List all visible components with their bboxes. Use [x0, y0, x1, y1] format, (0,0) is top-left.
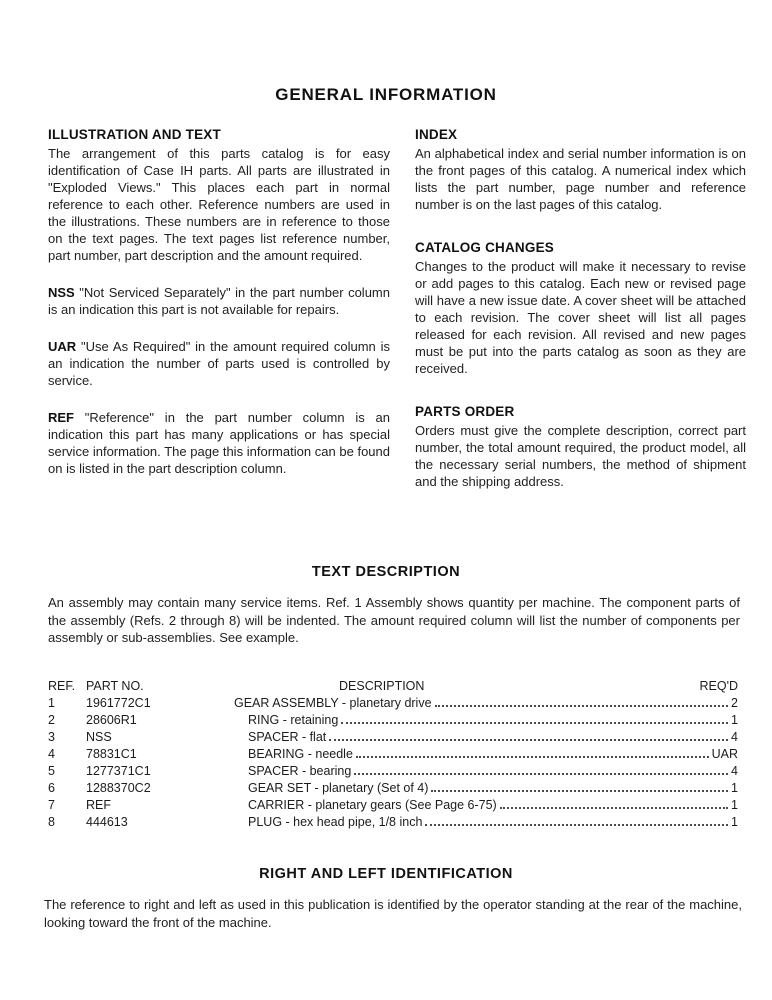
description-text: GEAR ASSEMBLY - planetary drive: [234, 696, 432, 710]
cell-reqd: 1: [731, 798, 738, 812]
description-text: PLUG - hex head pipe, 1/8 inch: [248, 815, 423, 829]
page-title: GENERAL INFORMATION: [275, 85, 497, 104]
cell-ref: 3: [48, 730, 55, 744]
cell-ref: 8: [48, 815, 55, 829]
index-heading: INDEX: [415, 127, 458, 142]
uar-term-text: "Use As Required" in the amount required column is an indication the number of parts used is controlled by service.: [48, 339, 390, 388]
catalog-changes-heading: CATALOG CHANGES: [415, 240, 554, 255]
dot-leader: [431, 790, 728, 792]
right-left-identification-paragraph: The reference to right and left as used in this publication is identified by the operator standing at the rear of the machine, looking toward the front of the machine.: [44, 897, 742, 930]
illustration-and-text-paragraph: The arrangement of this parts catalog is for easy identification of Case IH parts. All parts are illustrated in "Exploded Views." This places each part in normal reference to each other. Reference numbers are used in the illustrations. These numbers are in reference to those on the text pages. The text pages list reference number, part number, part description and the amount required.: [48, 146, 390, 263]
table-row: [48, 727, 738, 744]
uar-term-paragraph: [48, 338, 390, 389]
cell-part-no: REF: [86, 798, 111, 812]
cell-reqd: 1: [731, 781, 738, 795]
dot-leader: [425, 824, 728, 826]
table-row: [48, 778, 738, 795]
description-text: CARRIER - planetary gears (See Page 6-75): [248, 798, 497, 812]
cell-ref: 2: [48, 713, 55, 727]
cell-ref: 7: [48, 798, 55, 812]
parts-order-paragraph: Orders must give the complete description, correct part number, the total amount required, the product model, all the necessary serial numbers, the method of shipment and the shipping address.: [415, 423, 746, 489]
cell-ref: 5: [48, 764, 55, 778]
dot-leader: [341, 722, 728, 724]
cell-part-no: NSS: [86, 730, 112, 744]
dot-leader: [354, 773, 728, 775]
cell-ref: 1: [48, 696, 55, 710]
cell-reqd: 4: [731, 730, 738, 744]
description-text: GEAR SET - planetary (Set of 4): [248, 781, 429, 795]
table-row: [48, 744, 738, 761]
index-paragraph: An alphabetical index and serial number information is on the front pages of this catalog. A numerical index which lists the part number, page number and reference number is on the last pages of this catalog.: [415, 146, 746, 212]
cell-description: [234, 747, 738, 761]
ref-term: REF: [48, 410, 74, 425]
cell-reqd: 1: [731, 713, 738, 727]
catalog-changes-section: [415, 240, 746, 377]
example-parts-table: [48, 676, 738, 829]
cell-reqd: UAR: [711, 747, 738, 761]
cell-description: [234, 730, 738, 744]
cell-part-no: 1288370C2: [86, 781, 151, 795]
cell-part-no: 1277371C1: [86, 764, 151, 778]
uar-term: UAR: [48, 339, 77, 354]
dot-leader: [329, 739, 728, 741]
nss-term-text: "Not Serviced Separately" in the part number column is an indication this part is not available for repairs.: [48, 285, 390, 317]
header-description: DESCRIPTION: [339, 679, 425, 693]
table-row: [48, 795, 738, 812]
cell-description: [234, 713, 738, 727]
cell-description: [234, 764, 738, 778]
ref-term-paragraph: [48, 409, 390, 477]
parts-order-heading: PARTS ORDER: [415, 404, 515, 419]
text-description-paragraph: An assembly may contain many service items. Ref. 1 Assembly shows quantity per machine. The component parts of the assembly (Refs. 2 through 8) will be indented. The amount required column will list the number of components per assembly or sub-assemblies. See example.: [48, 595, 740, 645]
table-row: [48, 693, 738, 710]
header-ref: REF.: [48, 679, 76, 693]
nss-term: NSS: [48, 285, 75, 300]
description-text: BEARING - needle: [248, 747, 353, 761]
illustration-and-text-heading: ILLUSTRATION AND TEXT: [48, 127, 221, 142]
cell-description: [234, 798, 738, 812]
cell-description: [234, 781, 738, 795]
cell-ref: 4: [48, 747, 55, 761]
left-column: [48, 127, 390, 490]
table-header-row: [48, 676, 738, 693]
description-text: SPACER - flat: [248, 730, 327, 744]
index-section: [415, 127, 746, 213]
parts-order-section: [415, 404, 746, 490]
cell-reqd: 4: [731, 764, 738, 778]
table-row: [48, 812, 738, 829]
description-text: SPACER - bearing: [248, 764, 352, 778]
cell-reqd: 1: [731, 815, 738, 829]
table-row: [48, 761, 738, 778]
dot-leader: [356, 756, 709, 758]
cell-ref: 6: [48, 781, 55, 795]
cell-description: [234, 696, 738, 710]
dot-leader: [500, 807, 728, 809]
cell-part-no: 1961772C1: [86, 696, 151, 710]
header-reqd: REQ'D: [699, 679, 738, 693]
description-text: RING - retaining: [248, 713, 339, 727]
cell-reqd: 2: [731, 696, 738, 710]
right-column: [415, 127, 746, 490]
dot-leader: [435, 705, 729, 707]
header-part-no: PART NO.: [86, 679, 144, 693]
table-row: [48, 710, 738, 727]
two-column-layout: [48, 127, 746, 490]
ref-term-text: "Reference" in the part number column is an indication this part has many applications or has special service information. The page this information can be found on is listed in the part description column.: [48, 410, 390, 476]
cell-description: [234, 815, 738, 829]
text-description-heading: TEXT DESCRIPTION: [311, 564, 461, 580]
right-left-identification-heading: RIGHT AND LEFT IDENTIFICATION: [259, 866, 513, 882]
cell-part-no: 78831C1: [86, 747, 137, 761]
cell-part-no: 28606R1: [86, 713, 137, 727]
catalog-changes-paragraph: Changes to the product will make it necessary to revise or add pages to this catalog. Each new or revised page will have a new issue date. A cover sheet will be attached to each revision. The cover sheet will list all pages released for each revision. All revised and new pages must be put into the parts catalog as soon as they are received.: [415, 259, 746, 376]
nss-term-paragraph: [48, 284, 390, 318]
cell-part-no: 444613: [86, 815, 128, 829]
